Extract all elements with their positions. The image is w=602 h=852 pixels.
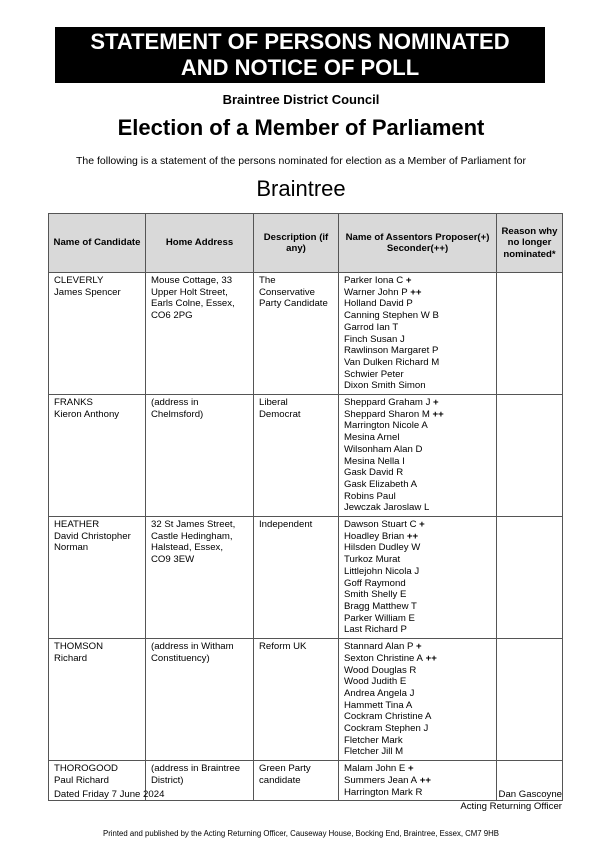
header-candidate: Name of Candidate [49, 214, 146, 273]
cell-address [146, 395, 254, 517]
assentors-line: Bragg Matthew T [344, 600, 417, 612]
cell-address [146, 639, 254, 761]
candidate-line: CLEVERLY [54, 275, 104, 286]
assentors-line: Dixon Smith Simon [344, 380, 426, 392]
header-address: Home Address [146, 214, 254, 273]
nominations-table [48, 213, 563, 801]
assentors-line: Hammett Tina A [344, 699, 413, 711]
assentors-line: Stannard Alan P + [344, 641, 422, 653]
assentors-line: Summers Jean A ++ [344, 774, 431, 786]
assentors-line: Fletcher Jill M [344, 746, 404, 758]
cell-candidate [49, 395, 146, 517]
cell-candidate [49, 517, 146, 639]
cell-assentors [339, 273, 497, 395]
table-row [49, 639, 563, 761]
assentors-line: Mesina Arnel [344, 432, 400, 444]
cell-description [254, 273, 339, 395]
constituency-name: Braintree [256, 176, 346, 201]
assentors-line: Hilsden Dudley W [344, 542, 421, 554]
address-line: 32 St James Street, [151, 519, 236, 531]
description-line: Party Candidate [259, 298, 328, 310]
proposer-mark: + [405, 763, 414, 775]
address-line: Chelmsford) [151, 408, 204, 420]
description-line: Liberal [259, 397, 288, 409]
cell-assentors [339, 639, 497, 761]
address-line: Castle Hedingham, [151, 530, 233, 542]
dated-line: Dated Friday 7 June 2024 [54, 789, 165, 800]
address-line: District) [151, 774, 184, 786]
cell-reason [497, 639, 563, 761]
assentors-line: Andrea Angela J [344, 687, 415, 699]
assentors-line: Cockram Stephen J [344, 723, 429, 735]
description-line: The [259, 275, 276, 286]
seconder-mark: ++ [422, 652, 437, 664]
candidate-line: Norman [54, 542, 89, 554]
cell-reason [497, 517, 563, 639]
header-assentors: Name of Assentors Proposer(+) Seconder(++) [339, 214, 497, 273]
cell-candidate [49, 273, 146, 395]
description-line: Democrat [259, 408, 301, 420]
assentors-line: Littlejohn Nicola J [344, 565, 420, 577]
council-name: Braintree District Council [222, 92, 380, 107]
assentors-line: Wilsonham Alan D [344, 443, 423, 455]
assentors-line: Parker William E [344, 612, 415, 624]
assentors-line: Warner John P ++ [344, 286, 422, 298]
banner-line-2: AND NOTICE OF POLL [180, 55, 420, 80]
candidate-line: James Spencer [54, 286, 121, 298]
candidate-line: THOMSON [54, 641, 104, 653]
imprint: Printed and published by the Acting Returning Officer, Causeway House, Bocking End, Braintree, Essex, CM7 9HB [103, 829, 499, 838]
table-header-row [49, 214, 563, 273]
election-title: Election of a Member of Parliament [117, 115, 485, 140]
assentors-line: Goff Raymond [344, 577, 406, 589]
assentors-line: Garrod Ian T [344, 321, 399, 333]
assentors-line: Wood Judith E [344, 676, 407, 688]
candidate-line: Paul Richard [54, 774, 109, 786]
cell-address [146, 273, 254, 395]
proposer-mark: + [403, 275, 412, 286]
cell-reason [497, 273, 563, 395]
table-row [49, 395, 563, 517]
assentors-line: Cockram Christine A [344, 711, 432, 723]
assentors-line: Mesina Nella I [344, 455, 405, 467]
address-line: Halstead, Essex, [151, 542, 223, 554]
candidate-line: Richard [54, 652, 88, 664]
cell-description [254, 761, 339, 801]
officer-signature [460, 789, 562, 813]
candidate-line: Kieron Anthony [54, 408, 120, 420]
address-line: Earls Colne, Essex, [151, 298, 235, 310]
assentors-line: Rawlinson Margaret P [344, 345, 439, 357]
cell-address [146, 517, 254, 639]
address-line: CO9 3EW [151, 554, 195, 566]
assentors-line: Marrington Nicole A [344, 420, 428, 432]
candidate-line: HEATHER [54, 519, 100, 531]
table-row [49, 517, 563, 639]
address-line: (address in Braintree [151, 763, 241, 775]
candidate-line: THOROGOOD [54, 763, 118, 775]
assentors-line: Turkoz Murat [344, 554, 401, 566]
assentors-line: Jewczak Jaroslaw L [344, 502, 430, 514]
cell-assentors [339, 395, 497, 517]
title-banner [55, 27, 545, 83]
assentors-line: Sheppard Graham J + [344, 397, 439, 409]
seconder-mark: ++ [407, 286, 422, 298]
assentors-line: Dawson Stuart C + [344, 519, 425, 531]
proposer-mark: + [416, 519, 425, 531]
cell-assentors [339, 517, 497, 639]
proposer-mark: + [430, 397, 439, 409]
assentors-line: Last Richard P [344, 624, 407, 636]
intro-statement: The following is a statement of the persons nominated for election as a Member of Parliament for [76, 155, 526, 167]
assentors-line: Gask David R [344, 467, 404, 479]
address-line: (address in [151, 397, 199, 409]
proposer-mark: + [413, 641, 422, 653]
candidate-line: FRANKS [54, 397, 93, 409]
seconder-mark: ++ [429, 408, 444, 420]
address-line: Constituency) [151, 652, 210, 664]
assentors-line: Harrington Mark R [344, 786, 423, 798]
cell-reason [497, 395, 563, 517]
assentors-line: Schwier Peter [344, 368, 404, 380]
address-line: CO6 2PG [151, 310, 193, 322]
seconder-mark: ++ [417, 774, 431, 786]
table-row [49, 273, 563, 395]
assentors-line: Parker Iona C + [344, 275, 412, 286]
description-line: Independent [259, 519, 313, 531]
cell-candidate [49, 639, 146, 761]
header-description: Description (if any) [254, 214, 339, 273]
assentors-line: Sheppard Sharon M ++ [344, 408, 444, 420]
cell-description [254, 517, 339, 639]
assentors-line: Gask Elizabeth A [344, 478, 418, 490]
address-line: Upper Holt Street, [151, 286, 228, 298]
cell-description [254, 395, 339, 517]
seconder-mark: ++ [404, 530, 419, 542]
assentors-line: Wood Douglas R [344, 664, 417, 676]
assentors-line: Smith Shelly E [344, 589, 407, 601]
assentors-line: Sexton Christine A ++ [344, 652, 437, 664]
address-line: Mouse Cottage, 33 [151, 275, 233, 286]
assentors-line: Robins Paul [344, 490, 396, 502]
assentors-line: Malam John E + [344, 763, 414, 775]
officer-name: Dan Gascoyne [498, 789, 562, 800]
assentors-line: Holland David P [344, 298, 413, 310]
description-line: Reform UK [259, 641, 307, 653]
description-line: Green Party [259, 763, 311, 775]
banner-line-1: STATEMENT OF PERSONS NOMINATED [90, 29, 510, 54]
description-line: Conservative [259, 286, 315, 298]
header-reason: Reason why no longer nominated* [497, 214, 563, 273]
officer-title: Acting Returning Officer [460, 801, 562, 812]
assentors-line: Canning Stephen W B [344, 310, 439, 322]
assentors-line: Van Dulken Richard M [344, 356, 440, 368]
cell-description [254, 639, 339, 761]
address-line: (address in Witham [151, 641, 234, 653]
assentors-line: Hoadley Brian ++ [344, 530, 419, 542]
candidate-line: David Christopher [54, 530, 131, 542]
assentors-line: Fletcher Mark [344, 734, 403, 746]
description-line: candidate [259, 774, 301, 786]
assentors-line: Finch Susan J [344, 333, 405, 345]
